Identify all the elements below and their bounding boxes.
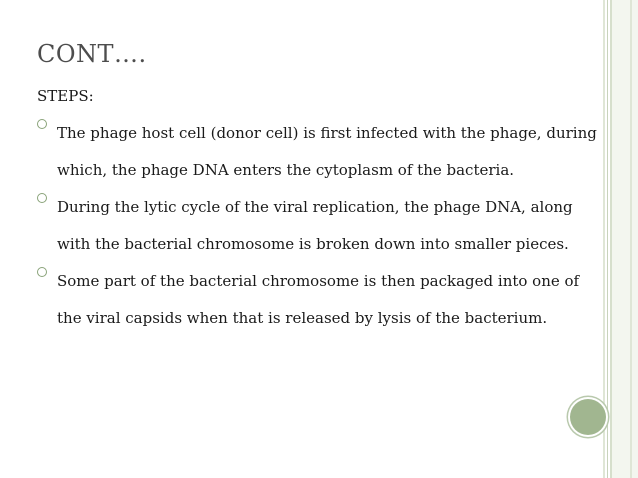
decorative-circle-icon bbox=[570, 399, 606, 435]
slide-title: CONT…. bbox=[37, 40, 147, 68]
bullet-list bbox=[37, 124, 602, 346]
circle-bullet-icon bbox=[37, 119, 47, 129]
circle-bullet-icon bbox=[37, 193, 47, 203]
slide-subtitle: STEPS: bbox=[37, 87, 94, 105]
border-stripe bbox=[610, 0, 638, 478]
border-stripe bbox=[603, 0, 605, 478]
circle-bullet-icon bbox=[37, 267, 47, 277]
border-stripe bbox=[607, 0, 608, 478]
bullet-text: The phage host cell (donor cell) is first infected with the phage, during which, the phage DNA enters the cytoplasm of the bacteria. bbox=[57, 124, 597, 179]
list-item bbox=[37, 263, 602, 336]
list-item bbox=[37, 115, 602, 188]
border-stripe bbox=[630, 0, 632, 478]
bullet-text: During the lytic cycle of the viral replication, the phage DNA, along with the bacterial chromosome is broken down into smaller pieces. bbox=[57, 198, 573, 253]
bullet-text: Some part of the bacterial chromosome is then packaged into one of the viral capsids when that is released by lysis of the bacterium. bbox=[57, 272, 580, 327]
list-item bbox=[37, 189, 602, 262]
